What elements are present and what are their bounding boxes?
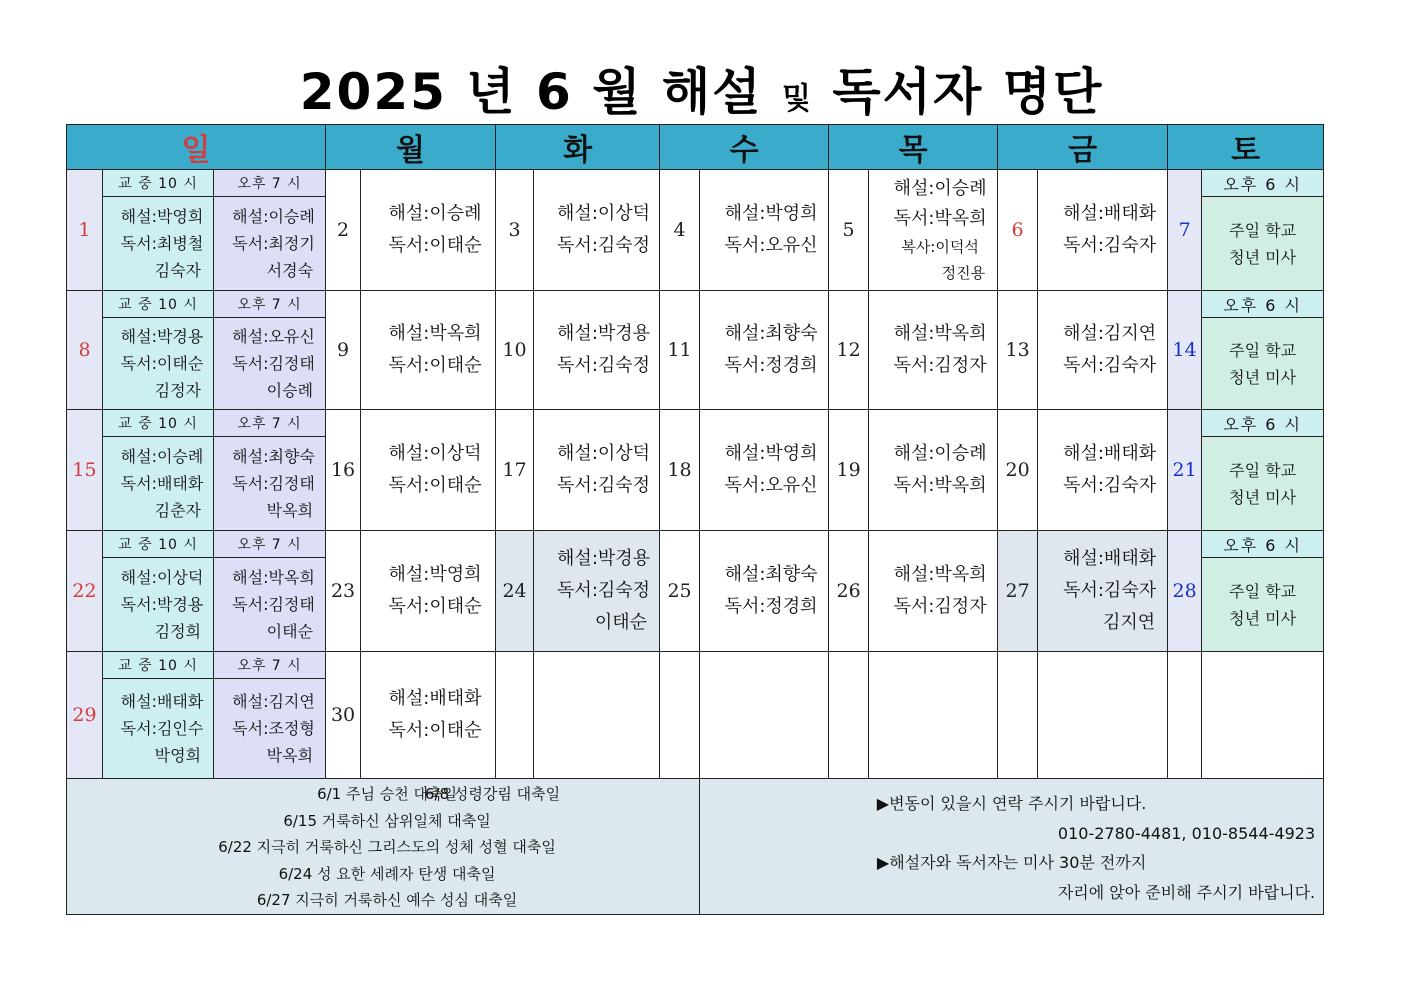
weekday-fri: 금: [998, 125, 1168, 170]
reader-entry: [534, 531, 660, 652]
reader-line: 독서:이태순: [388, 596, 482, 617]
reader-entry: [534, 291, 660, 410]
reader-entry: [534, 170, 660, 291]
weekday-header-row: [67, 125, 1324, 170]
reader-entry: [700, 291, 829, 410]
reader-line: 해설:박옥희: [893, 564, 987, 585]
reader-line: 해설:이승례: [893, 178, 987, 199]
week-row: [67, 652, 1324, 679]
reader-line: 독서:이태순: [388, 235, 482, 256]
date-number: 20: [998, 410, 1038, 531]
reader-line: 이태순: [594, 612, 648, 633]
date-number: 30: [326, 652, 361, 779]
reader-line: 해설:이상덕: [388, 443, 482, 464]
reader-line: 해설:박옥희: [232, 568, 315, 587]
date-number: 2: [326, 170, 361, 291]
date-number: 24: [496, 531, 534, 652]
reader-line: 해설:배태화: [1063, 443, 1157, 464]
reader-line: 독서:김정태: [232, 595, 315, 614]
morning-mass-time: 교 중 10 시: [103, 531, 214, 558]
reader-line: 해설:이상덕: [120, 568, 204, 587]
reader-entry: [1038, 410, 1168, 531]
reader-line: 독서:이태순: [120, 354, 204, 373]
reader-line: 해설:김지연: [232, 692, 315, 711]
reader-line: 독서:조정형: [232, 719, 315, 738]
reader-line: 해설:박영희: [120, 207, 204, 226]
reader-line: 해설:이승례: [232, 207, 315, 226]
saturday-line: 주일 학교: [1229, 220, 1297, 240]
reader-line: 해설:배태화: [1063, 203, 1157, 224]
reader-line: 해설:박영희: [724, 203, 818, 224]
footer-row: [67, 779, 1324, 915]
date-number: 19: [829, 410, 869, 531]
empty-date-cell: [998, 652, 1038, 779]
evening-mass-time: 오후 7 시: [214, 652, 326, 679]
saturday-mass-time: 오후 6 시: [1202, 170, 1324, 197]
empty-entry-cell: [534, 652, 660, 779]
date-number: 9: [326, 291, 361, 410]
empty-date-cell: [829, 652, 869, 779]
reader-entry: [869, 170, 998, 291]
title-rest: 독서자 명단: [832, 63, 1104, 121]
reader-line: 해설:이상덕: [557, 203, 651, 224]
reader-line: 해설:배태화: [120, 692, 204, 711]
reader-entry: [869, 410, 998, 531]
reader-line: 독서:최병철: [120, 234, 204, 253]
reader-line: 해설:최향숙: [724, 323, 818, 344]
reader-line: 해설:최향숙: [724, 564, 818, 585]
reader-line: 독서:김숙정: [557, 355, 651, 376]
reader-line: 해설:박경용: [557, 548, 651, 569]
sunday-date: 22: [67, 531, 103, 652]
reader-line: 박옥희: [266, 746, 314, 765]
reader-line: 이승례: [266, 381, 314, 400]
reader-line: 박옥희: [266, 501, 314, 520]
feast-note: 6/24 성 요한 세례자 탄생 대축일: [278, 864, 496, 883]
reader-line: 독서:정경희: [724, 596, 818, 617]
reader-line: 독서:김정태: [232, 474, 315, 493]
saturday-mass-time: 오후 6 시: [1202, 410, 1324, 437]
saturday-line: 청년 미사: [1229, 367, 1297, 387]
reader-line: 독서:박경용: [120, 595, 204, 614]
page-title: [0, 52, 1403, 124]
reader-entry: [361, 652, 496, 779]
reader-entry: [361, 170, 496, 291]
saturday-line: 청년 미사: [1229, 608, 1297, 628]
reader-line: 해설:박경용: [557, 323, 651, 344]
morning-mass-time: 교 중 10 시: [103, 410, 214, 437]
server-line: 정진용: [941, 264, 986, 282]
evening-readers: [214, 197, 326, 291]
reader-line: 독서:오유신: [724, 235, 818, 256]
reader-line: 김지연: [1102, 612, 1156, 633]
reader-line: 해설:박경용: [120, 327, 204, 346]
schedule-table: [66, 124, 1324, 915]
date-number: 11: [660, 291, 700, 410]
info-line: ▶해설자와 독서자는 미사 30분 전까지: [876, 853, 1147, 873]
reader-line: 해설:김지연: [1063, 323, 1157, 344]
title-conjunction: 및: [781, 81, 813, 117]
empty-entry-cell: [1038, 652, 1168, 779]
phone-numbers: 010-2780-4481, 010-8544-4923: [1057, 823, 1316, 843]
feast-notes: [67, 779, 700, 915]
reader-line: 독서:김숙자: [1063, 475, 1157, 496]
reader-line: 해설:박영희: [724, 443, 818, 464]
morning-readers: [103, 318, 214, 410]
saturday-mass-time: 오후 6 시: [1202, 531, 1324, 558]
evening-readers: [214, 558, 326, 652]
weekday-sat: 토: [1168, 125, 1324, 170]
sunday-date: 15: [67, 410, 103, 531]
reader-line: 김정희: [154, 622, 201, 641]
reader-line: 독서:김정태: [232, 354, 315, 373]
evening-readers: [214, 679, 326, 779]
reader-line: 해설:박옥희: [388, 323, 482, 344]
info-line: 자리에 앉아 준비해 주시기 바랍니다.: [1057, 882, 1316, 902]
reader-line: 독서:김숙자: [1063, 235, 1157, 256]
evening-mass-time: 오후 7 시: [214, 531, 326, 558]
reader-line: 독서:김숙자: [1063, 580, 1157, 601]
reader-line: 독서:김숙자: [1063, 355, 1157, 376]
date-number: 16: [326, 410, 361, 531]
reader-line: 해설:오유신: [232, 327, 315, 346]
feast-note: 6/22 지극히 거룩하신 그리스도의 성체 성혈 대축일: [218, 838, 556, 856]
reader-entry: [700, 531, 829, 652]
reader-line: 해설:박옥희: [893, 323, 987, 344]
week-row: [67, 410, 1324, 437]
feast-note: 6/27 지극히 거룩하신 예수 성심 대축일: [256, 891, 518, 909]
weekday-wed: 수: [660, 125, 829, 170]
reader-line: 해설:박영희: [388, 564, 482, 585]
morning-mass-time: 교 중 10 시: [103, 291, 214, 318]
reader-line: 해설:이승례: [120, 447, 204, 466]
reader-entry: [1038, 170, 1168, 291]
reader-line: 독서:오유신: [724, 475, 818, 496]
reader-line: 이태순: [266, 622, 314, 641]
reader-line: 독서:김숙정: [557, 235, 651, 256]
reader-entry: [1038, 531, 1168, 652]
feast-note: 6/8 성령강림 대축일: [425, 785, 561, 803]
sunday-date: 29: [67, 652, 103, 779]
reader-line: 해설:배태화: [388, 688, 482, 709]
reader-line: 독서:김정자: [893, 596, 987, 617]
saturday-mass-info: [1202, 558, 1324, 652]
saturday-line: 주일 학교: [1229, 581, 1297, 601]
reader-line: 독서:이태순: [388, 720, 482, 741]
reader-line: 해설:최향숙: [232, 447, 315, 466]
saturday-date: 7: [1168, 170, 1202, 291]
week-row: [67, 291, 1324, 318]
reader-line: 독서:김인수: [120, 719, 204, 738]
saturday-line: 주일 학교: [1229, 460, 1297, 480]
weekday-tue: 화: [496, 125, 660, 170]
date-number: 3: [496, 170, 534, 291]
reader-line: 해설:이승례: [388, 203, 482, 224]
reader-line: 김정자: [154, 381, 201, 400]
reader-line: 서경숙: [266, 261, 314, 280]
reader-line: 독서:정경희: [724, 355, 818, 376]
evening-readers: [214, 318, 326, 410]
date-number: 27: [998, 531, 1038, 652]
date-number: 17: [496, 410, 534, 531]
week-row: [67, 531, 1324, 558]
empty-date-cell: [496, 652, 534, 779]
morning-mass-time: 교 중 10 시: [103, 652, 214, 679]
evening-mass-time: 오후 7 시: [214, 170, 326, 197]
reader-entry: [361, 291, 496, 410]
morning-mass-time: 교 중 10 시: [103, 170, 214, 197]
date-number: 4: [660, 170, 700, 291]
sunday-date: 1: [67, 170, 103, 291]
saturday-mass-info: [1202, 318, 1324, 410]
reader-line: 김춘자: [154, 501, 201, 520]
saturday-line: 청년 미사: [1229, 247, 1297, 267]
weekday-thu: 목: [829, 125, 998, 170]
reader-line: 해설:이승례: [893, 443, 987, 464]
weekday-mon: 월: [326, 125, 496, 170]
reader-line: 해설:이상덕: [557, 443, 651, 464]
feast-note: 6/1 주님 승천 대축일: [317, 785, 457, 803]
saturday-line: 주일 학교: [1229, 340, 1297, 360]
empty-date-cell: [660, 652, 700, 779]
reader-line: 독서:김숙정: [557, 475, 651, 496]
week-row: [67, 170, 1324, 197]
saturday-mass-info: [1202, 437, 1324, 531]
reader-entry: [700, 410, 829, 531]
reader-entry: [700, 170, 829, 291]
morning-readers: [103, 437, 214, 531]
reader-entry: [361, 531, 496, 652]
empty-entry-cell: [1202, 652, 1324, 779]
reader-entry: [1038, 291, 1168, 410]
morning-readers: [103, 558, 214, 652]
saturday-line: 청년 미사: [1229, 487, 1297, 507]
date-number: 25: [660, 531, 700, 652]
reader-line: 독서:이태순: [388, 355, 482, 376]
morning-readers: [103, 679, 214, 779]
reader-line: 독서:박옥희: [893, 475, 987, 496]
reader-line: 해설:배태화: [1063, 548, 1157, 569]
saturday-date: 14: [1168, 291, 1202, 410]
empty-date-cell: [1168, 652, 1202, 779]
evening-readers: [214, 437, 326, 531]
info-line: ▶변동이 있을시 연락 주시기 바랍니다.: [876, 794, 1147, 814]
reader-line: 독서:배태화: [120, 474, 204, 493]
reader-line: 독서:이태순: [388, 475, 482, 496]
title-main: 2025 년 6 월 해설: [299, 63, 763, 121]
reader-entry: [869, 531, 998, 652]
empty-entry-cell: [700, 652, 829, 779]
date-number: 10: [496, 291, 534, 410]
empty-entry-cell: [869, 652, 998, 779]
reader-line: 독서:김숙정: [557, 580, 651, 601]
reader-entry: [869, 291, 998, 410]
reader-line: 김숙자: [154, 261, 201, 280]
reader-line: 독서:김정자: [893, 355, 987, 376]
evening-mass-time: 오후 7 시: [214, 291, 326, 318]
date-number: 12: [829, 291, 869, 410]
reader-line: 독서:최정기: [232, 234, 315, 253]
reader-entry: [361, 410, 496, 531]
morning-readers: [103, 197, 214, 291]
date-number: 26: [829, 531, 869, 652]
date-number: 23: [326, 531, 361, 652]
date-number: 13: [998, 291, 1038, 410]
server-line: 복사:이덕석: [901, 238, 979, 256]
reader-entry: [534, 410, 660, 531]
date-number: 18: [660, 410, 700, 531]
date-number: 5: [829, 170, 869, 291]
evening-mass-time: 오후 7 시: [214, 410, 326, 437]
saturday-mass-info: [1202, 197, 1324, 291]
sunday-date: 8: [67, 291, 103, 410]
reader-line: 박영희: [154, 746, 201, 765]
date-number: 6: [998, 170, 1038, 291]
reader-line: 독서:박옥희: [893, 208, 987, 229]
saturday-date: 21: [1168, 410, 1202, 531]
feast-note: 6/15 거룩하신 삼위일체 대축일: [283, 811, 491, 830]
saturday-mass-time: 오후 6 시: [1202, 291, 1324, 318]
weekday-sun: 일: [67, 125, 326, 170]
saturday-date: 28: [1168, 531, 1202, 652]
contact-info: [700, 779, 1324, 915]
